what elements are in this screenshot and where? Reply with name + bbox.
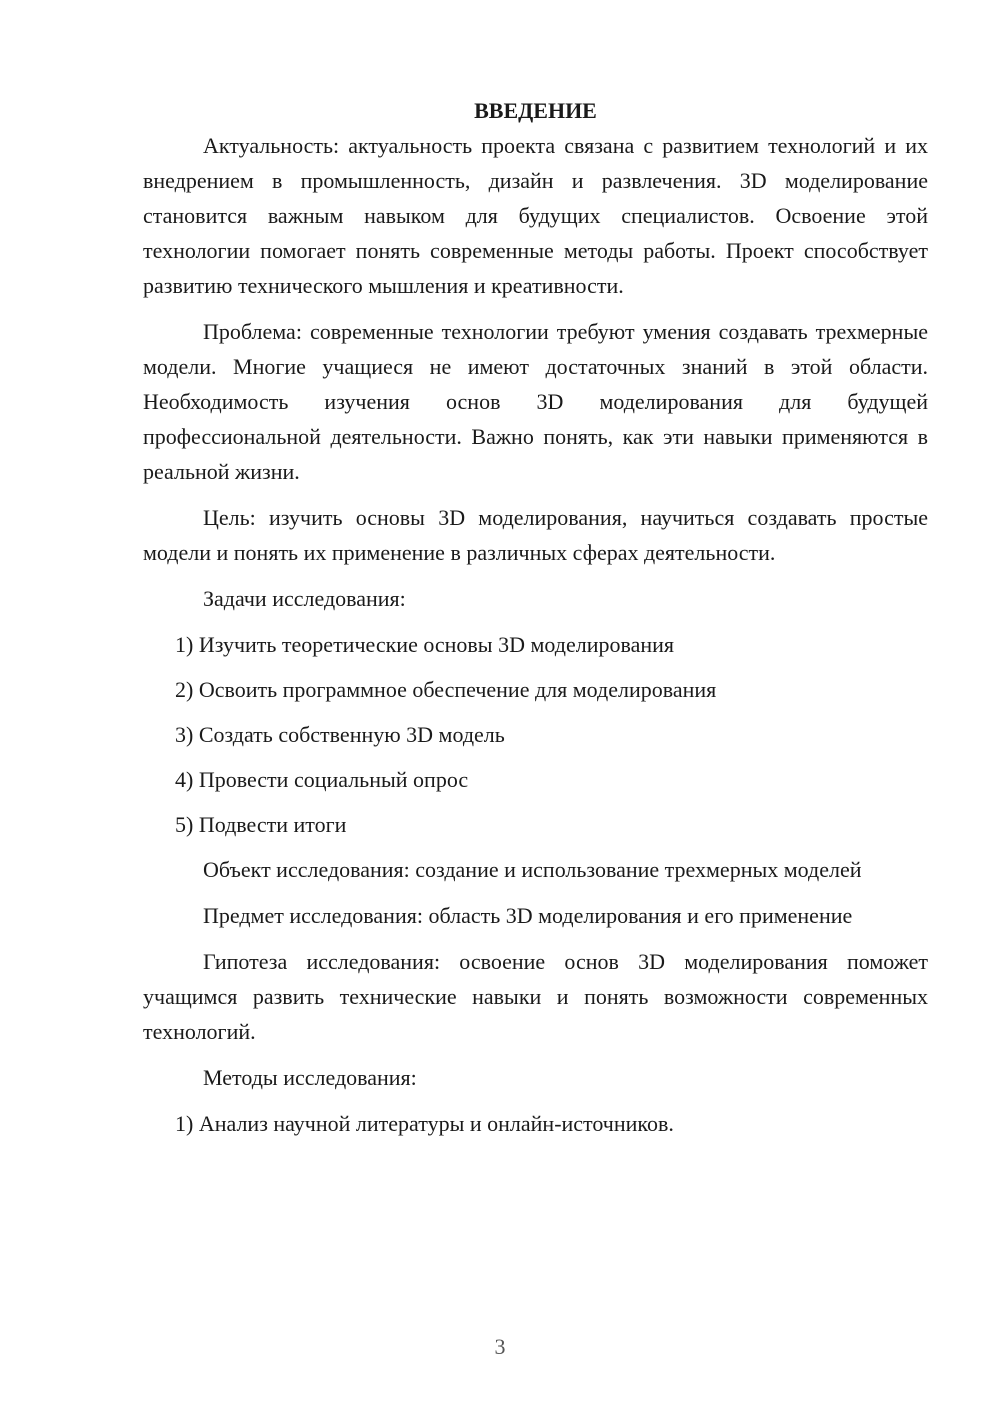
task-item-5: 5) Подвести итоги bbox=[175, 812, 347, 837]
tasks-list bbox=[143, 627, 928, 842]
task-item-2: 2) Освоить программное обеспечение для моделирования bbox=[175, 677, 717, 702]
document-page bbox=[143, 93, 928, 1151]
section-heading: ВВЕДЕНИЕ bbox=[474, 98, 597, 123]
task-item-3: 3) Создать собственную 3D модель bbox=[175, 722, 505, 747]
goal-paragraph: Цель: изучить основы 3D моделирования, научиться создавать простые модели и понять их применение в различных сферах деятельности. bbox=[143, 505, 928, 565]
relevance-paragraph: Актуальность: актуальность проекта связана с развитием технологий и их внедрением в промышленность, дизайн и развлечения. 3D моделирование становится важным навыком для будущих специалистов. Освоение этой технологии помогает понять современные методы работы. Проект способствует развитию технического мышления и креативности. bbox=[143, 133, 928, 298]
object-paragraph: Объект исследования: создание и использование трехмерных моделей bbox=[203, 857, 862, 882]
subject-paragraph: Предмет исследования: область 3D моделирования и его применение bbox=[203, 903, 853, 928]
task-item-1: 1) Изучить теоретические основы 3D моделирования bbox=[175, 632, 674, 657]
methods-label: Методы исследования: bbox=[203, 1065, 417, 1090]
methods-list bbox=[143, 1106, 928, 1141]
tasks-label: Задачи исследования: bbox=[203, 586, 406, 611]
method-item-1: 1) Анализ научной литературы и онлайн-источников. bbox=[175, 1111, 674, 1136]
problem-paragraph: Проблема: современные технологии требуют умения создавать трехмерные модели. Многие учащиеся не имеют достаточных знаний в этой области. Необходимость изучения основ 3D моделирования для будущей профессиональной деятельности. Важно понять, как эти навыки применяются в реальной жизни. bbox=[143, 319, 928, 484]
task-item-4: 4) Провести социальный опрос bbox=[175, 767, 469, 792]
hypothesis-paragraph: Гипотеза исследования: освоение основ 3D моделирования поможет учащимся развить технические навыки и понять возможности современных технологий. bbox=[143, 949, 928, 1044]
page-number: 3 bbox=[494, 1334, 506, 1359]
